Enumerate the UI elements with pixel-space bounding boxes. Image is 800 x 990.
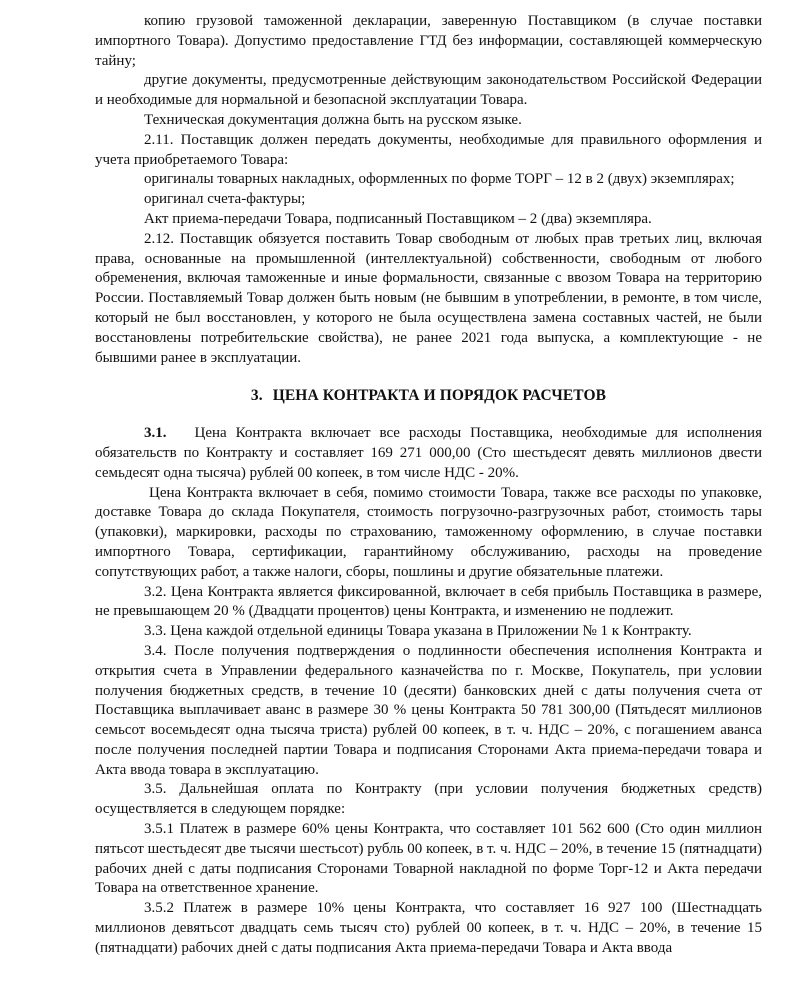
clause-number-3-1: 3.1. — [144, 425, 167, 442]
section-title: ЦЕНА КОНТРАКТА И ПОРЯДОК РАСЧЕТОВ — [272, 387, 607, 405]
clause-text-3-1: Цена Контракта включает все расходы Поставщика, необходимые для исполнения обязательств по Контракту и составляет 169 271 000,00 (Сто шестьдесят девять миллионов двести семьдесят одна тысяча) рублей 00 копеек, в том числе НДС - 20%. — [95, 425, 762, 481]
paragraph-3-1-continued: Цена Контракта включает в себя, помимо стоимости Товара, также все расходы по упаковке, доставке Товара до склада Покупателя, стоимость погрузочно-разгрузочных работ, стоимость тары (упаковки), маркировки, расходы по страхованию, таможенному оформлению, в случае поставки импортного Товара, сертификации, гарантийному обслуживанию, расходы на проведение сопутствующих работ, а также налоги, сборы, пошлины и другие обязательные платежи. — [95, 484, 762, 580]
paragraph-invoices-torg12: оригиналы товарных накладных, оформленных по форме ТОРГ – 12 в 2 (двух) экземплярах; — [144, 171, 735, 188]
paragraph-3-3: 3.3. Цена каждой отдельной единицы Товара указана в Приложении № 1 к Контракту. — [144, 623, 692, 640]
paragraph-tech-docs-language: Техническая документация должна быть на русском языке. — [144, 111, 522, 128]
paragraph-2-12: 2.12. Поставщик обязуется поставить Товар свободным от любых прав третьих лиц, включая права, основанные на промышленной (интеллектуальной) собственности, свободным от любого обременения, включая таможенные и иные формальности, связанные с ввозом Товара на территорию России. Поставляемый Товар должен быть новым (не бывшим в употреблении, в ремонте, в том числе, который не был восстановлен, у которого не была осуществлена замена составных частей, не были восстановлены потребительские свойства), не ранее 2021 года выпуска, а комплектующие - не бывшими ранее в эксплуатации. — [95, 230, 762, 366]
paragraph-3-5-2: 3.5.2 Платеж в размере 10% цены Контракта, что составляет 16 927 100 (Шестнадцать миллионов девятьсот двадцать семь тысяч сто) рублей 00 копеек, в т. ч. НДС – 20%, в течение 15 (пятнадцати) рабочих дней с даты подписания Акта приема-передачи Товара и Акта ввода — [95, 900, 762, 956]
paragraph-3-1 — [95, 424, 762, 483]
paragraph-acceptance-act: Акт приема-передачи Товара, подписанный Поставщиком – 2 (два) экземпляра. — [144, 210, 652, 227]
paragraph-invoice-original: оригинал счета-фактуры; — [144, 191, 306, 208]
paragraph-3-2: 3.2. Цена Контракта является фиксированной, включает в себя прибыль Поставщика в размере, не превышающем 20 % (Двадцати процентов) цены Контракта, и изменению не подлежит. — [95, 583, 762, 620]
paragraph-3-5-1: 3.5.1 Платеж в размере 60% цены Контракта, что составляет 101 562 600 (Сто один миллион пятьсот шестьдесят две тысячи шестьсот) рубль 00 копеек, в т. ч. НДС – 20%, в течение 15 (пятнадцати) рабочих дней с даты подписания Сторонами Товарной накладной по форме Торг-12 и Акта передачи Товара на ответственное хранение. — [95, 821, 762, 897]
section-heading — [95, 386, 762, 406]
paragraph-3-4: 3.4. После получения подтверждения о подлинности обеспечения исполнения Контракта и открытия счета в Управлении федерального казначейства по г. Москве, Покупатель, при условии получения бюджетных средств, в течение 10 (десяти) банковских дней с даты получения счета от Поставщика выплачивает аванс в размере 30 % цены Контракта 50 781 300,00 (Пятьдесят миллионов семьсот восемьдесят одна тысяча триста) рублей 00 копеек, в т. ч. НДС – 20%, с погашением аванса после получения последней партии Товара и подписания Сторонами Акта приема-передачи товара и Акта ввода товара в эксплуатацию. — [95, 642, 762, 778]
paragraph-3-5: 3.5. Дальнейшая оплата по Контракту (при условии получения бюджетных средств) осуществляется в следующем порядке: — [95, 781, 762, 818]
paragraph-2-11: 2.11. Поставщик должен передать документы, необходимые для правильного оформления и учета приобретаемого Товара: — [95, 131, 762, 168]
paragraph-customs-declaration: копию грузовой таможенной декларации, заверенную Поставщиком (в случае поставки импортного Товара). Допустимо предоставление ГТД без информации, составляющей коммерческую тайну; — [95, 13, 762, 69]
paragraph-other-documents: другие документы, предусмотренные действующим законодательством Российской Федерации и необходимые для нормальной и безопасной эксплуатации Товара. — [95, 72, 762, 109]
section-number: 3. — [250, 387, 263, 405]
